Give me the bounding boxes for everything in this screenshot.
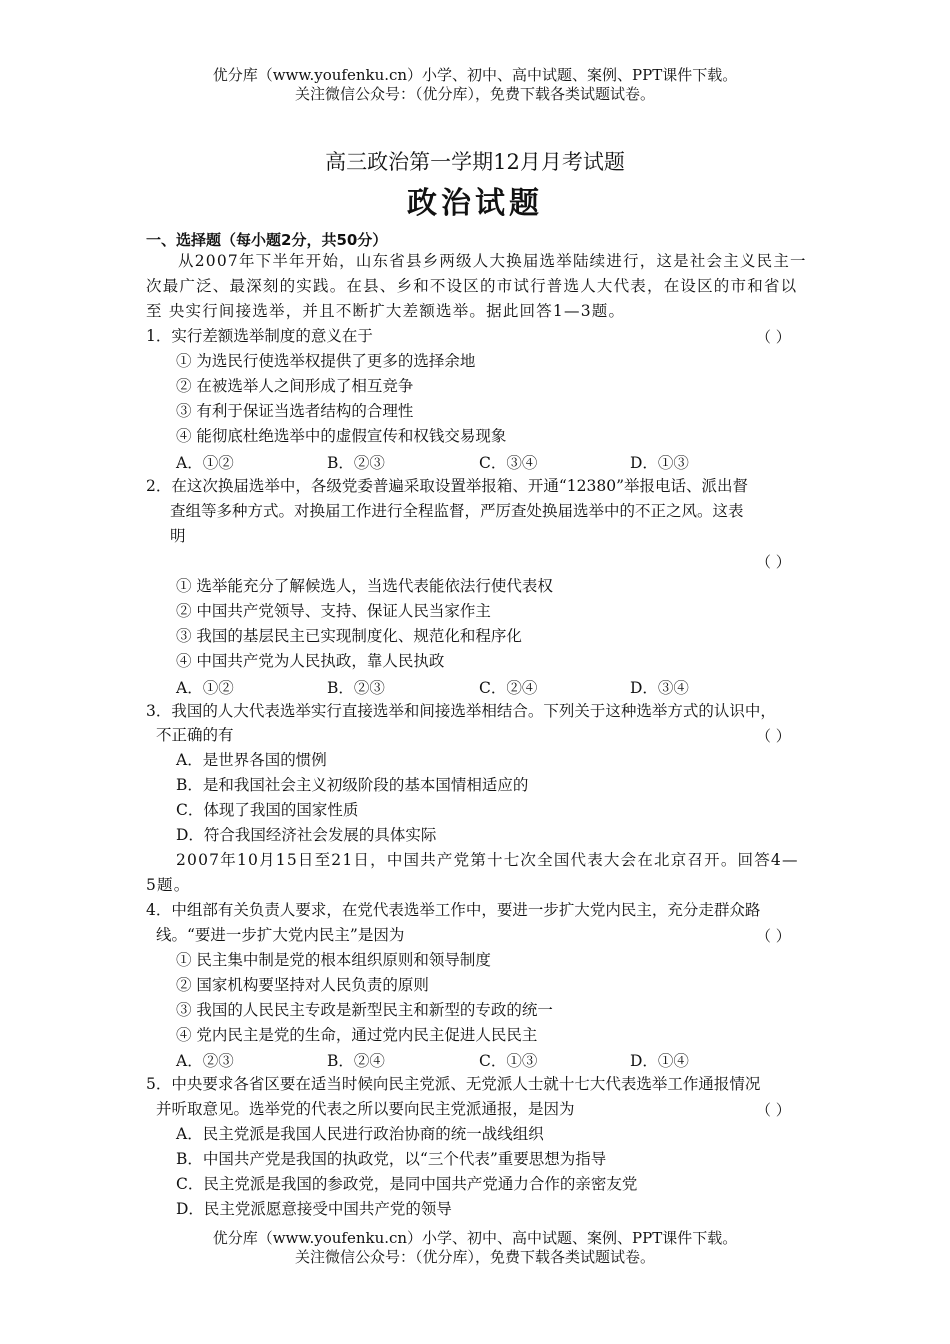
q1-option-b: B．②③ — [327, 454, 385, 472]
q1-item-1: ① 为选民行使选举权提供了更多的选择余地 — [176, 352, 476, 370]
q2-option-d: D．③④ — [630, 679, 689, 697]
q2-option-c: C．②④ — [479, 679, 538, 697]
q3-stem-line-1: 3．我国的人大代表选举实行直接选举和间接选举相结合。下列关于这种选举方式的认识中， — [146, 702, 776, 720]
q2-item-3: ③ 我国的基层民主已实现制度化、规范化和程序化 — [176, 627, 522, 645]
page-header — [0, 66, 950, 104]
q5-option-c: C．民主党派是我国的参政党，是同中国共产党通力合作的亲密友党 — [176, 1175, 638, 1193]
q3-option-c: C．体现了我国的国家性质 — [176, 801, 359, 819]
q1-item-2: ② 在被选举人之间形成了相互竞争 — [176, 377, 414, 395]
q4-option-c: C．①③ — [479, 1052, 538, 1070]
q2-stem-line-1: 2．在这次换届选举中，各级党委普遍采取设置举报箱、开通“12380”举报电话、派出督 — [146, 477, 749, 495]
q4-answer-blank: （ ） — [756, 927, 791, 945]
page-footer — [0, 1229, 950, 1267]
q1-answer-blank: （ ） — [756, 328, 791, 346]
q4-item-1: ① 民主集中制是党的根本组织原则和领导制度 — [176, 951, 491, 969]
q2-option-a: A．①② — [176, 679, 234, 697]
q3-stem-line-2: 不正确的有 — [156, 726, 234, 744]
header-line-1: 优分库（www.youfenku.cn）小学、初中、高中试题、案例、PPT课件下载。 — [212, 66, 738, 84]
footer-line-2: 关注微信公众号：（优分库），免费下载各类试题试卷。 — [294, 1248, 655, 1266]
q3-option-d: D．符合我国经济社会发展的具体实际 — [176, 826, 437, 844]
q5-answer-blank: （ ） — [756, 1101, 791, 1119]
q3-answer-blank: （ ） — [756, 727, 791, 745]
intro-2-line-1: 2007年10月15日至21日，中国共产党第十七次全国代表大会在北京召开。回答4— — [176, 851, 799, 869]
q5-option-a: A．民主党派是我国人民进行政治协商的统一战线组织 — [176, 1125, 544, 1143]
intro-1-line-1: 从2007年下半年开始，山东省县乡两级人大换届选举陆续进行，这是社会主义民主一 — [178, 252, 807, 270]
header-line-2: 关注微信公众号：（优分库），免费下载各类试题试卷。 — [294, 85, 655, 103]
q1-option-a: A．①② — [176, 454, 234, 472]
q1-stem: 1．实行差额选举制度的意义在于 — [146, 327, 373, 345]
q2-stem-line-3: 明 — [170, 527, 186, 545]
q3-option-b: B．是和我国社会主义初级阶段的基本国情相适应的 — [176, 776, 529, 794]
exam-title: 高三政治第一学期12月月考试题 — [325, 150, 625, 174]
q4-item-3: ③ 我国的人民民主专政是新型民主和新型的专政的统一 — [176, 1001, 553, 1019]
q4-stem-line-2: 线。“要进一步扩大党内民主”是因为 — [156, 926, 405, 944]
intro-2-line-2: 5题。 — [146, 876, 191, 894]
q5-stem-line-2: 并听取意见。选举党的代表之所以要向民主党派通报，是因为 — [156, 1100, 575, 1118]
exam-subtitle: 政治试题 — [407, 186, 543, 221]
q1-option-c: C．③④ — [479, 454, 538, 472]
q2-item-2: ② 中国共产党领导、支持、保证人民当家作主 — [176, 602, 491, 620]
q4-item-2: ② 国家机构要坚持对人民负责的原则 — [176, 976, 429, 994]
footer-line-1: 优分库（www.youfenku.cn）小学、初中、高中试题、案例、PPT课件下载。 — [212, 1229, 738, 1247]
intro-1-line-2: 次最广泛、最深刻的实践。在县、乡和不设区的市试行普选人大代表，在设区的市和省以 — [146, 277, 798, 295]
q2-answer-blank: （ ） — [756, 553, 791, 571]
q4-option-a: A．②③ — [176, 1052, 234, 1070]
q1-option-d: D．①③ — [630, 454, 689, 472]
q2-stem-line-2: 查组等多种方式。对换届工作进行全程监督，严厉查处换届选举中的不正之风。这表 — [170, 502, 744, 520]
q4-stem-line-1: 4．中组部有关负责人要求，在党代表选举工作中，要进一步扩大党内民主，充分走群众路 — [146, 901, 761, 919]
q4-option-d: D．①④ — [630, 1052, 689, 1070]
q5-option-b: B．中国共产党是我国的执政党，以“三个代表”重要思想为指导 — [176, 1150, 607, 1168]
q1-item-3: ③ 有利于保证当选者结构的合理性 — [176, 402, 414, 420]
q1-item-4: ④ 能彻底杜绝选举中的虚假宣传和权钱交易现象 — [176, 427, 507, 445]
q4-option-b: B．②④ — [327, 1052, 385, 1070]
intro-1-line-3: 至 央实行间接选举，并且不断扩大差额选举。据此回答1—3题。 — [146, 302, 626, 320]
q2-item-1: ① 选举能充分了解候选人，当选代表能依法行使代表权 — [176, 577, 553, 595]
q2-item-4: ④ 中国共产党为人民执政，靠人民执政 — [176, 652, 445, 670]
q5-option-d: D．民主党派愿意接受中国共产党的领导 — [176, 1200, 452, 1218]
q4-item-4: ④ 党内民主是党的生命，通过党内民主促进人民民主 — [176, 1026, 538, 1044]
q3-option-a: A．是世界各国的惯例 — [176, 751, 327, 769]
q2-option-b: B．②③ — [327, 679, 385, 697]
section-heading: 一、选择题（每小题2分，共50分） — [146, 231, 388, 249]
q5-stem-line-1: 5．中央要求各省区要在适当时候向民主党派、无党派人士就十七大代表选举工作通报情况 — [146, 1075, 761, 1093]
